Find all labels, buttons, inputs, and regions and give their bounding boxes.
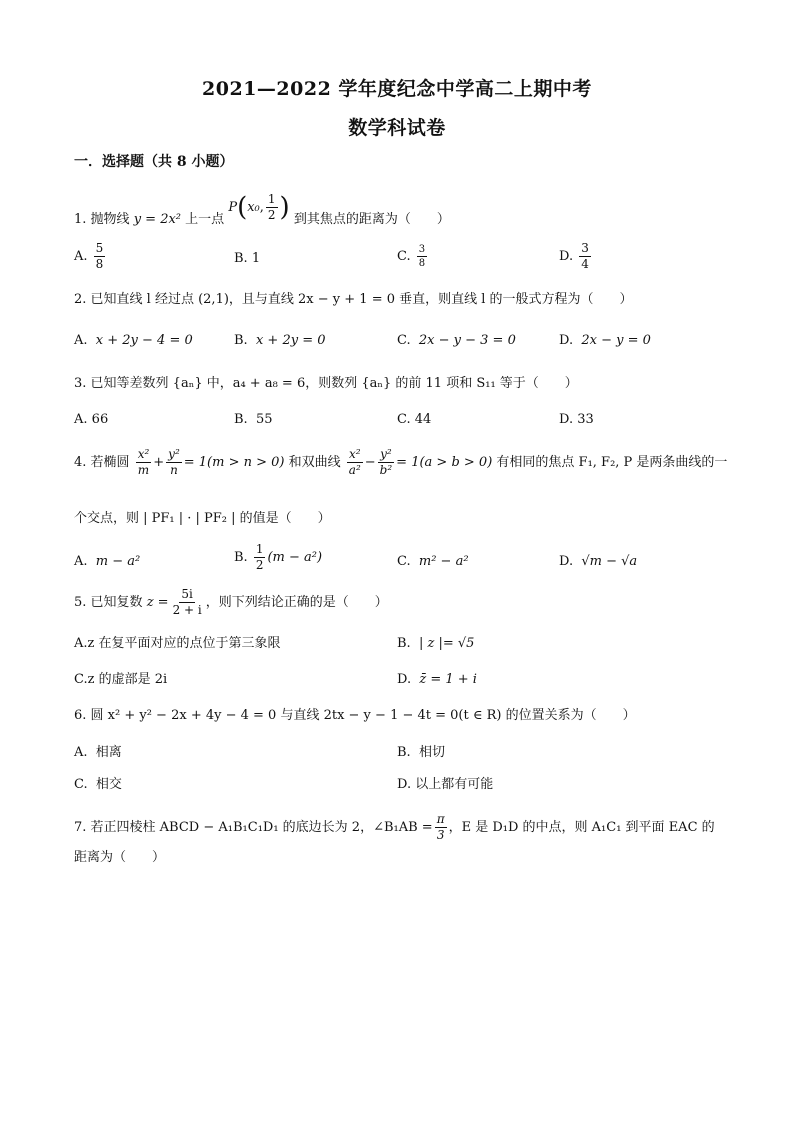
q1-parabola: y = 2x² bbox=[133, 212, 182, 228]
q1-option-a[interactable]: A. $\frac{5}{8}$ bbox=[74, 241, 104, 272]
question-7-stem: 7. 若正四棱柱 ABCD − A₁B₁C₁D₁ 的底边长为 2，∠B₁AB = $\frac{\pi}{3}$ ，E 是 D₁D 的中点，则 A₁C₁ 到平面 EAC 的 bbox=[74, 812, 715, 843]
q4-option-c[interactable]: C. m² − a² bbox=[397, 554, 469, 569]
q2-option-b[interactable]: B. x + 2y = 0 bbox=[234, 333, 326, 348]
question-4-stem-line2: 个交点，则 | PF₁ | · | PF₂ | 的值是（ ） bbox=[74, 511, 331, 526]
q4-option-a[interactable]: A. m − a² bbox=[74, 554, 141, 569]
q3-option-a[interactable]: A. 66 bbox=[74, 412, 109, 427]
exam-title: 2021—2022 学年度纪念中学高二上期中考 bbox=[202, 78, 592, 100]
q4-option-b[interactable]: B. $\frac{1}{2}$ (m − a²) bbox=[234, 542, 323, 573]
q3-option-c[interactable]: C. 44 bbox=[397, 412, 432, 427]
q1-stem-text-2: 上一点 bbox=[185, 212, 225, 228]
q3-option-b[interactable]: B. 55 bbox=[234, 412, 273, 427]
q6-option-d[interactable]: D. 以上都有可能 bbox=[397, 777, 494, 792]
q5-option-b[interactable]: B. | z |= √5 bbox=[397, 636, 475, 651]
question-3-stem: 3. 已知等差数列 {aₙ} 中，a₄ + a₈ = 6，则数列 {aₙ} 的前 11 项和 S₁₁ 等于（ ） bbox=[74, 376, 578, 391]
question-6-stem: 6. 圆 x² + y² − 2x + 4y − 4 = 0 与直线 2tx − y − 1 − 4t = 0(t ∈ R) 的位置关系为（ ） bbox=[74, 708, 636, 723]
q2-option-a[interactable]: A. x + 2y − 4 = 0 bbox=[74, 333, 193, 348]
section-heading: 一．选择题（共 8 小题） bbox=[74, 154, 234, 170]
q1-option-d[interactable]: D. $\frac{3}{4}$ bbox=[559, 241, 589, 272]
q1-stem-text: 1. 抛物线 bbox=[74, 212, 130, 228]
exam-subtitle: 数学科试卷 bbox=[348, 117, 446, 139]
q6-option-c[interactable]: C. 相交 bbox=[74, 777, 122, 792]
question-1-stem bbox=[74, 192, 450, 234]
question-5-stem: 5. 已知复数 z = $\frac{5i}{2 + i}$ ，则下列结论正确的是（ ） bbox=[74, 587, 388, 618]
question-4-stem: 4. 若椭圆 $\frac{\text{x²}}{m}$ + $\frac{\text{y²}}{n}$ = 1(m > n > 0) 和双曲线 $\frac{\text{x²}}{\text{a²}}$ − $\frac{\text{y²}}{\text{b²}}$ = 1(a > b > 0) 有相同的焦点 F₁, F₂, P 是两条曲线的一 bbox=[74, 447, 728, 478]
q6-option-b[interactable]: B. 相切 bbox=[397, 745, 445, 760]
q2-option-d[interactable]: D. 2x − y = 0 bbox=[559, 333, 651, 348]
q1-stem-text-3: 到其焦点的距离为（ ） bbox=[293, 212, 450, 228]
q1-option-c[interactable]: C. $\frac{3}{8}$ bbox=[397, 244, 426, 269]
question-2-stem: 2. 已知直线 l 经过点 (2,1)，且与直线 2x − y + 1 = 0 垂直，则直线 l 的一般式方程为（ ） bbox=[74, 292, 633, 307]
q6-option-a[interactable]: A. 相离 bbox=[74, 745, 122, 760]
q5-option-d[interactable]: D. z̄ = 1 + i bbox=[397, 672, 477, 687]
q5-option-a[interactable]: A.z 在复平面对应的点位于第三象限 bbox=[74, 636, 281, 651]
question-7-stem-line2: 距离为（ ） bbox=[74, 850, 166, 865]
q5-option-c[interactable]: C.z 的虚部是 2i bbox=[74, 672, 168, 687]
q1-option-b[interactable]: B. 1 bbox=[234, 251, 261, 266]
q1-point: P(x₀, $\frac{1}{2}$ ) bbox=[228, 192, 290, 223]
q2-option-c[interactable]: C. 2x − y − 3 = 0 bbox=[397, 333, 516, 348]
q3-option-d[interactable]: D. 33 bbox=[559, 412, 594, 427]
q4-option-d[interactable]: D. √m − √a bbox=[559, 554, 638, 569]
